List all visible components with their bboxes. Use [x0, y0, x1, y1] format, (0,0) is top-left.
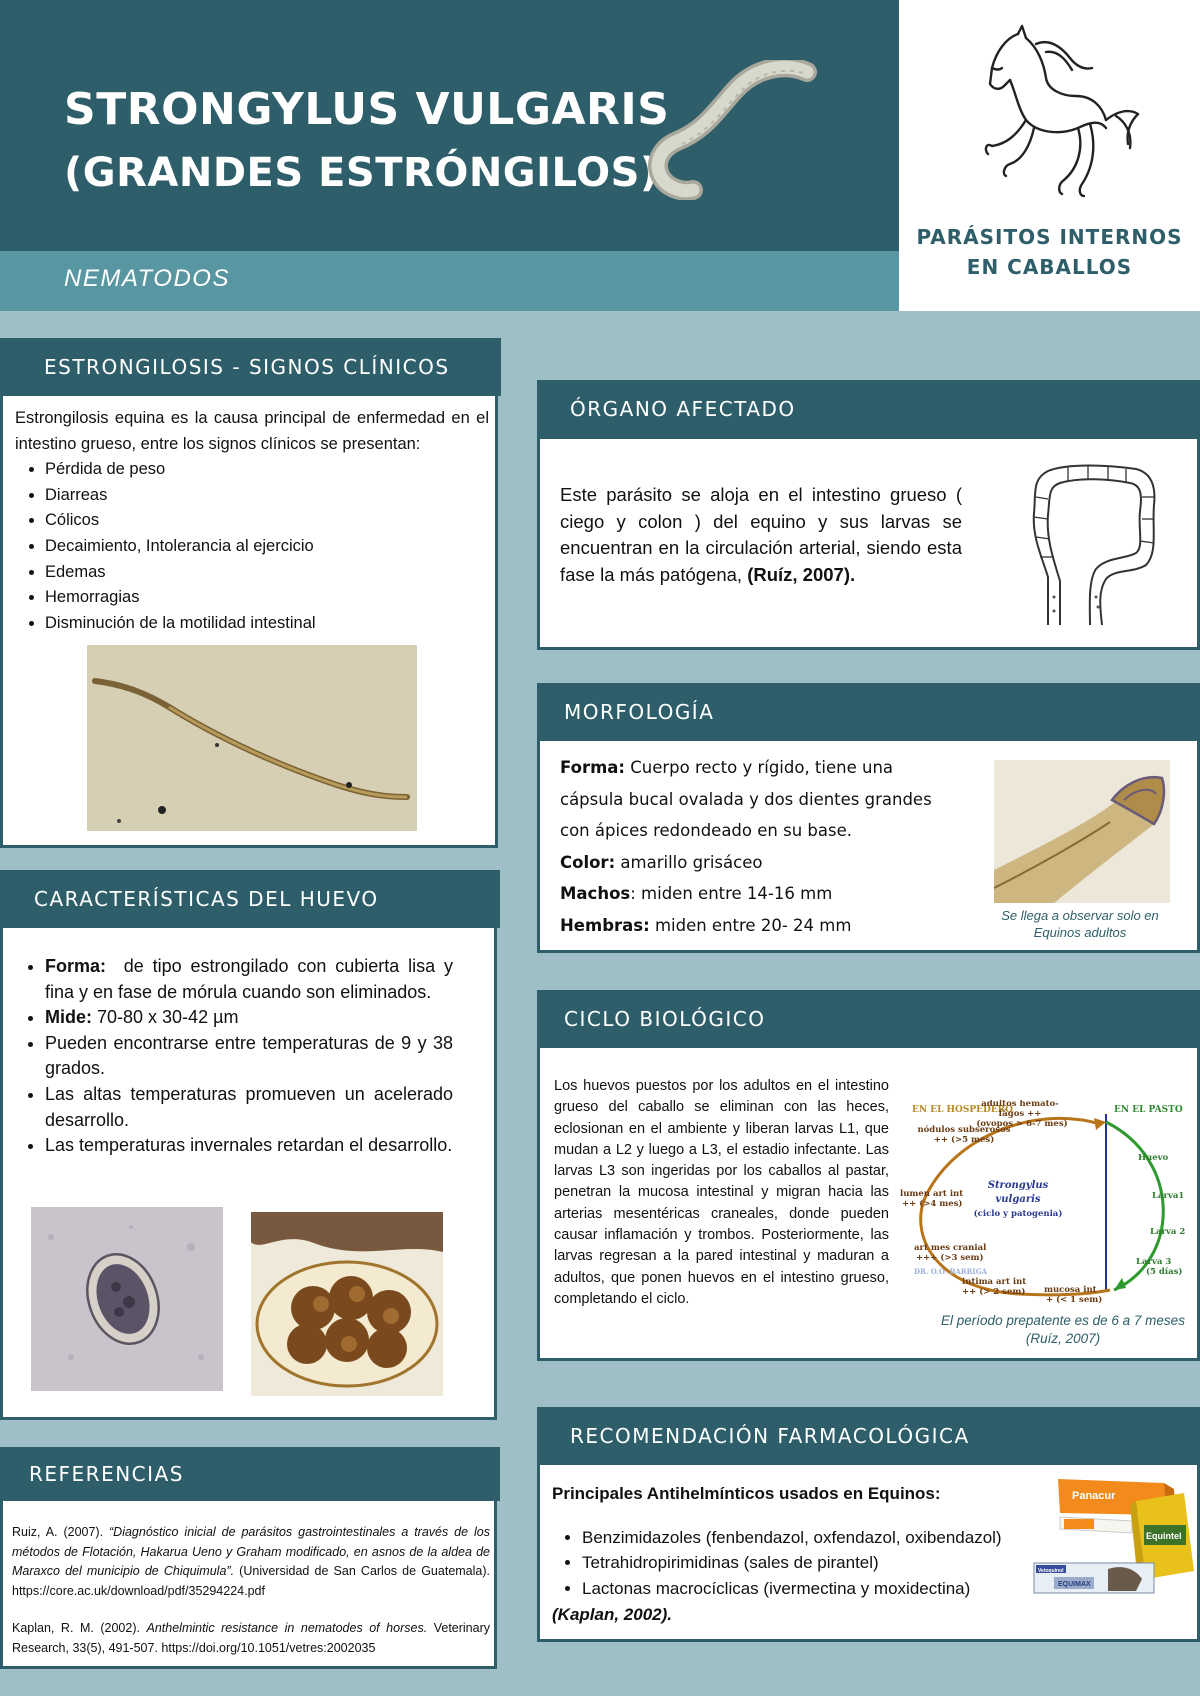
diagram-stage-label: ++ (>4 mes) — [902, 1199, 963, 1209]
list-item: • Edemas — [45, 560, 489, 586]
morphology-females — [560, 910, 958, 942]
reference-source: (Universidad de San Carlos de Guatemala). https://core.ac.uk/download/pdf/35294224.pdf — [12, 1564, 490, 1598]
diagram-stage-label: (ovopos > 6-7 mes) — [976, 1119, 1068, 1129]
affected-organ-text — [560, 482, 962, 588]
brand-line-1: PARÁSITOS INTERNOS — [916, 225, 1183, 249]
diagram-center-label: Strongylus — [987, 1180, 1049, 1191]
references-body — [12, 1523, 490, 1676]
page-subtitle-title: (GRANDES ESTRÓNGILOS) — [64, 150, 659, 196]
brand-line-2: EN CABALLOS — [966, 255, 1133, 279]
life-cycle-panel — [537, 990, 1200, 1361]
diagram-stage-label: + (< 1 sem) — [1046, 1295, 1103, 1305]
clinical-signs-intro: Estrongilosis equina es la causa principal de enfermedad en el intestino grueso, entre los signos clínicos se presentan: — [15, 409, 489, 453]
page-title: STRONGYLUS VULGARIS — [64, 84, 670, 135]
worm-micrograph-image — [87, 645, 417, 831]
equintel-label: Equintel — [1146, 1531, 1182, 1541]
equimax-box — [1034, 1563, 1154, 1593]
list-item: • Pueden encontrarse entre temperaturas de 9 y 38 grados. — [45, 1031, 453, 1082]
diagram-pasture-label: EN EL PASTO — [1114, 1105, 1183, 1115]
diagram-stage-label: fágos ++ — [998, 1109, 1042, 1119]
pharmacology-panel — [537, 1407, 1200, 1642]
morphology-color-text: amarillo grisáceo — [615, 852, 763, 872]
brand-title — [899, 222, 1200, 282]
morphology-form-text: Cuerpo recto y rígido, tiene una cápsula bucal ovalada y dos dientes grandes con ápices redondeado en su base. — [560, 758, 932, 840]
diagram-stage-label: Larva1 — [1152, 1191, 1185, 1201]
equimax-label: EQUIMAX — [1058, 1581, 1091, 1588]
diagram-stage-label: art mes cranial — [914, 1243, 987, 1253]
diagram-author-label: DR. O.O. BARRIGA — [914, 1267, 988, 1276]
list-item — [45, 954, 459, 1005]
diagram-center-label: vulgaris — [995, 1194, 1041, 1205]
list-item: • Disminución de la motilidad intestinal — [45, 611, 489, 637]
references-panel — [0, 1447, 497, 1669]
morphology-females-label: Hembras: — [560, 915, 650, 935]
reference-author: Kaplan, R. M. (2002). — [12, 1621, 147, 1635]
diagram-stage-label: adultos hemato- — [981, 1100, 1059, 1109]
egg-size-label: Mide: — [45, 1007, 92, 1028]
morphology-form — [560, 752, 958, 847]
list-item: • Benzimidazoles (fenbendazol, oxfendazol, oxibendazol) — [582, 1525, 1022, 1551]
dewormer-products-image — [1024, 1475, 1194, 1605]
morphology-color — [560, 847, 958, 879]
worm-illustration — [645, 60, 825, 200]
reference-author: Ruiz, A. (2007). — [12, 1525, 110, 1539]
life-cycle-text: Los huevos puestos por los adultos en el intestino grueso del caballo se eliminan con las heces, eclosionan en el ambiente y liberan larvas L1, que mudan a L2 y luego a L3, el estadio infectante. Las larvas L3 son ingeridas por los caballos al pastar, penetran la mucosa intestinal y migran hacia las arterias mesentéricas craneales, donde pueden causar inflamación y trombos. Posteriormente, las larvas regresan a la pared intestinal y maduran a adultos, que ponen huevos en el intestino grueso, completando el ciclo. — [554, 1078, 889, 1307]
reference-source: Veterinary Research, 33(5), 491-507. https://doi.org/10.1051/vetres:2002035 — [12, 1621, 490, 1655]
list-item: • Las altas temperaturas promueven un acelerado desarrollo. — [45, 1082, 453, 1133]
egg-micrograph-image-1 — [31, 1207, 223, 1391]
egg-characteristics-title: CARACTERÍSTICAS DEL HUEVO — [0, 870, 500, 928]
panacur-label: Panacur — [1072, 1490, 1116, 1502]
egg-size-text: 70-80 x 30-42 µm — [92, 1007, 239, 1028]
morphology-caption: Se llega a observar solo en Equinos adultos — [1001, 908, 1159, 940]
list-item: • Pérdida de peso — [45, 457, 489, 483]
diagram-stage-label: Larva 2 — [1150, 1227, 1186, 1237]
diagram-center-label: (ciclo y patogenia) — [973, 1209, 1063, 1219]
morphology-panel — [537, 683, 1200, 953]
morphology-body — [560, 752, 958, 941]
reference-title: “Diagnóstico inicial de parásitos gastrointestinales a través de los métodos de Flotación, Hakarua Ueno y Graham modificado, en asnos de la aldea de Maraxco del municipio de Chiquimula”. — [12, 1525, 490, 1578]
buccal-capsule-micrograph — [994, 760, 1170, 903]
reference-item — [12, 1619, 490, 1658]
clinical-signs-title: ESTRONGILOSIS - SIGNOS CLÍNICOS — [0, 338, 501, 396]
clinical-signs-panel — [0, 338, 498, 848]
diagram-stage-label: lumen art int — [900, 1189, 964, 1199]
affected-organ-panel — [537, 380, 1200, 650]
list-item — [45, 1005, 453, 1031]
morphology-title: MORFOLOGÍA — [537, 683, 1200, 741]
diagram-host-label: EN EL HOSPEDERO — [912, 1105, 1013, 1115]
pharmacology-citation: (Kaplan, 2002). — [552, 1604, 672, 1624]
diagram-stage-label: ++ (> 2 sem) — [962, 1287, 1026, 1297]
list-item: • Las temperaturas invernales retardan el desarrollo. — [45, 1133, 453, 1159]
egg-form-text: de tipo estrongilado con cubierta lisa y fina y en fase de mórula cuando son eliminados. — [45, 956, 459, 1002]
reference-title: Anthelmintic resistance in nematodes of horses. — [146, 1621, 428, 1635]
list-item: • Tetrahidropirimidinas (sales de pirantel) — [582, 1550, 1022, 1576]
diagram-stage-label: +++ (>3 sem) — [916, 1253, 984, 1263]
morphology-color-label: Color: — [560, 852, 616, 872]
clinical-signs-list — [15, 457, 489, 636]
affected-organ-description: Este parásito se aloja en el intestino grueso ( ciego y colon ) del equino y sus larvas se encuentran en la circulación arterial, siendo esta fase la más patógena, — [560, 484, 962, 585]
egg-micrograph-image-2 — [251, 1212, 443, 1396]
morphology-form-label: Forma: — [560, 758, 626, 777]
diagram-stage-label: (5 días) — [1146, 1267, 1183, 1277]
morphology-males-label: Machos — [560, 884, 631, 903]
pharmacology-body — [552, 1481, 1022, 1628]
list-item: • Cólicos — [45, 508, 489, 534]
list-item: • Diarreas — [45, 483, 489, 509]
list-item: • Hemorragias — [45, 585, 489, 611]
horse-icon — [966, 24, 1146, 220]
life-cycle-diagram — [900, 1100, 1194, 1310]
diagram-stage-label: Huevo — [1138, 1153, 1169, 1163]
diagram-stage-label: intima art int — [962, 1277, 1027, 1287]
list-item: • Decaimiento, Intolerancia al ejercicio — [45, 534, 489, 560]
morphology-males — [560, 878, 958, 910]
reference-item — [12, 1523, 490, 1601]
intestine-illustration — [1018, 457, 1168, 637]
diagram-stage-label: ++ (>5 mes) — [933, 1135, 995, 1145]
life-cycle-title: CICLO BIOLÓGICO — [537, 990, 1200, 1048]
morphology-females-text: miden entre 20- 24 mm — [649, 915, 852, 935]
affected-organ-citation: (Ruíz, 2007). — [747, 563, 856, 585]
diagram-stage-label: nódulos subserosos — [917, 1125, 1011, 1135]
morphology-males-text: : miden entre 14-16 mm — [630, 884, 833, 903]
life-cycle-caption: El período prepatente es de 6 a 7 meses (Ruíz, 2007) — [941, 1313, 1185, 1346]
diagram-stage-label: Larva 3 — [1136, 1257, 1172, 1267]
diagram-stage-label: mucosa int — [1044, 1285, 1097, 1295]
pharmacology-list — [552, 1525, 1022, 1602]
category-label: NEMATODOS — [64, 265, 230, 292]
egg-characteristics-body — [15, 954, 459, 1159]
list-item: • Lactonas macrocíclicas (ivermectina y moxidectina) — [582, 1576, 1022, 1602]
references-title: REFERENCIAS — [0, 1447, 500, 1501]
affected-organ-title: ÓRGANO AFECTADO — [537, 380, 1200, 439]
vetoquinol-label: Vetoquinol — [1038, 1568, 1064, 1574]
egg-characteristics-panel — [0, 870, 497, 1420]
clinical-signs-body — [15, 406, 489, 636]
panacur-syringe — [1060, 1517, 1132, 1533]
egg-characteristics-list — [15, 954, 459, 1159]
egg-form-label: Forma: — [45, 956, 107, 976]
pharmacology-heading: Principales Antihelmínticos usados en Equinos: — [552, 1484, 941, 1503]
pharmacology-title: RECOMENDACIÓN FARMACOLÓGICA — [537, 1407, 1200, 1465]
